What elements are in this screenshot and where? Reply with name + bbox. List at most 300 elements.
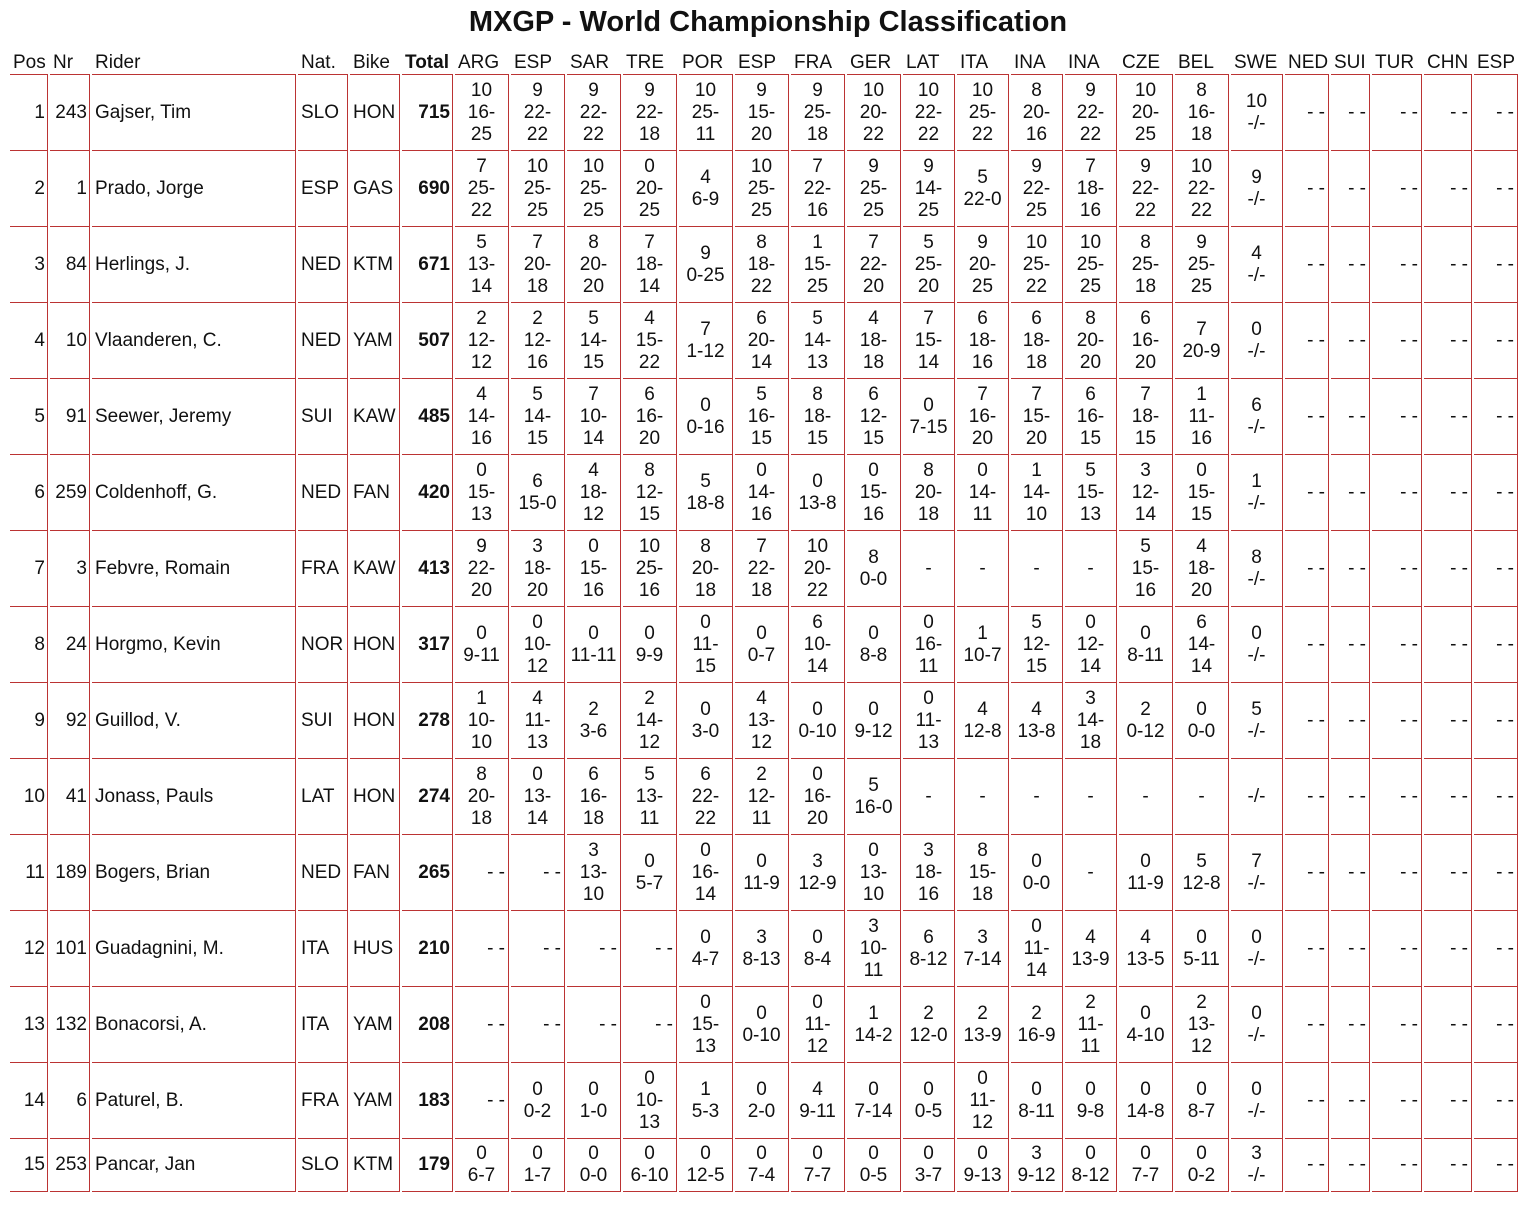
result-cell (1011, 379, 1063, 455)
result-value: 20- (691, 557, 720, 579)
nationality-cell: NED (298, 303, 348, 379)
result-cell (847, 1139, 901, 1192)
position-cell: 4 (10, 303, 48, 379)
result-value: 7 (700, 318, 711, 340)
result-value: 22-0 (963, 188, 1002, 210)
result-cell (567, 607, 621, 683)
result-cell (957, 683, 1009, 759)
result-cell (791, 227, 845, 303)
result-cell (1175, 683, 1229, 759)
number-cell: 41 (50, 759, 90, 835)
result-cell (903, 455, 955, 531)
result-value: 4 (1031, 698, 1042, 720)
result-cell (791, 683, 845, 759)
result-value: 0 (868, 839, 879, 861)
result-value: 14 (806, 655, 829, 677)
result-cell (455, 227, 509, 303)
result-cell (623, 683, 677, 759)
result-value: 5 (977, 166, 988, 188)
result-value: 11 (972, 503, 993, 525)
result-value: 18 (750, 579, 773, 601)
result-cell (957, 759, 1009, 835)
result-value: 22 (694, 807, 717, 829)
result-cell (847, 683, 901, 759)
result-value: 10 (862, 883, 885, 905)
number-cell: 92 (50, 683, 90, 759)
result-cell (847, 75, 901, 151)
result-value: 14-8 (1126, 1100, 1165, 1122)
result-value: 10- (635, 1089, 664, 1111)
result-cell (1065, 379, 1117, 455)
result-cell (1424, 379, 1472, 455)
result-value: 2 (588, 698, 599, 720)
result-value: 6 (1031, 307, 1042, 329)
result-value: 13-5 (1126, 948, 1165, 970)
position-cell: 14 (10, 1063, 48, 1139)
total-cell: 420 (402, 455, 453, 531)
result-value: 0 (812, 763, 823, 785)
result-cell (1474, 759, 1518, 835)
result-value: 0 (700, 611, 711, 633)
result-value: -/- (1247, 188, 1266, 210)
result-cell (455, 151, 509, 227)
result-cell (623, 1139, 677, 1192)
bike-cell: HON (350, 607, 400, 683)
total-cell: 690 (402, 151, 453, 227)
result-value: 15- (1022, 405, 1051, 427)
result-value: 20- (914, 481, 943, 503)
result-cell (735, 683, 789, 759)
result-value: 7 (1196, 318, 1207, 340)
result-cell (903, 151, 955, 227)
result-cell (1065, 683, 1117, 759)
result-value: 14 (1190, 655, 1213, 677)
result-value: - - (1348, 481, 1366, 503)
result-value: 20- (1131, 101, 1160, 123)
result-value: 22 (1079, 123, 1102, 145)
result-value: 18- (1187, 557, 1216, 579)
result-value: 7-14 (963, 948, 1002, 970)
result-cell (623, 987, 677, 1063)
result-value: - - (543, 937, 561, 959)
result-cell (903, 1139, 955, 1192)
result-value: 8-12 (909, 948, 948, 970)
result-value: 15 (694, 655, 717, 677)
result-value: 0 (756, 1143, 767, 1164)
result-value: 1 (977, 622, 988, 644)
result-cell (1285, 1139, 1329, 1192)
result-value: 1 (700, 1078, 711, 1100)
result-cell (567, 151, 621, 227)
result-value: 0-0 (579, 1165, 608, 1186)
result-value: 7 (644, 231, 655, 253)
result-value: 20 (1134, 351, 1157, 373)
result-cell (847, 1063, 901, 1139)
result-cell (791, 531, 845, 607)
result-value: - - (1307, 481, 1325, 503)
result-value: 2 (756, 763, 767, 785)
result-cell (1331, 911, 1370, 987)
column-header: CZE (1119, 44, 1173, 75)
result-value: - - (1307, 633, 1325, 655)
result-value: - - (1450, 101, 1468, 123)
result-value: 0 (1140, 622, 1151, 644)
result-value: 18 (971, 883, 994, 905)
nationality-cell: ESP (298, 151, 348, 227)
result-value: 10- (467, 709, 496, 731)
result-cell (735, 1139, 789, 1192)
total-cell: 671 (402, 227, 453, 303)
number-cell: 243 (50, 75, 90, 151)
result-cell (1424, 683, 1472, 759)
result-value: 14- (467, 405, 496, 427)
result-value: 20- (803, 557, 832, 579)
result-value: 9 (1251, 166, 1262, 188)
result-cell (1119, 759, 1173, 835)
result-cell (567, 379, 621, 455)
result-value: 9 (1031, 155, 1042, 177)
result-value: 12- (1022, 633, 1051, 655)
result-cell (455, 987, 509, 1063)
bike-cell: HON (350, 683, 400, 759)
result-value: 0 (1196, 926, 1207, 948)
result-value: - - (1307, 253, 1325, 275)
result-value: - - (1400, 557, 1418, 579)
result-value: 2 (1031, 1002, 1042, 1024)
result-cell (791, 455, 845, 531)
result-cell (957, 987, 1009, 1063)
result-cell (1424, 1139, 1472, 1192)
total-cell: 317 (402, 607, 453, 683)
nationality-cell: SUI (298, 379, 348, 455)
bike-cell: YAM (350, 1063, 400, 1139)
result-value: 0 (1085, 611, 1096, 633)
result-cell (455, 379, 509, 455)
result-value: 7 (812, 155, 823, 177)
result-value: 10 (862, 79, 885, 101)
result-cell (847, 227, 901, 303)
result-value: 15 (806, 427, 829, 449)
result-value: 18- (747, 253, 776, 275)
result-value: 12- (523, 329, 552, 351)
result-value: - - (1307, 785, 1325, 807)
result-value: 3 (1251, 1143, 1262, 1164)
result-cell (1474, 227, 1518, 303)
result-value: 22- (1187, 177, 1216, 199)
result-value: 8 (644, 459, 655, 481)
result-value: 22- (467, 557, 496, 579)
result-cell (1372, 455, 1422, 531)
nationality-cell: ITA (298, 987, 348, 1063)
result-value: 14- (914, 177, 943, 199)
result-value: 15- (1076, 481, 1105, 503)
result-value: -/- (1247, 264, 1266, 286)
result-value: 15- (1131, 557, 1160, 579)
result-value: 16-0 (854, 796, 893, 818)
result-value: 4 (868, 307, 879, 329)
result-value: 15- (467, 481, 496, 503)
result-value: 22- (1131, 177, 1160, 199)
result-value: 11 (751, 807, 772, 829)
column-header: FRA (791, 44, 845, 75)
result-value: 25- (1187, 253, 1216, 275)
result-value: 15- (635, 329, 664, 351)
nationality-cell: SLO (298, 75, 348, 151)
bike-cell: KAW (350, 379, 400, 455)
result-cell (1331, 151, 1370, 227)
result-value: 22 (470, 199, 493, 221)
result-value: 14- (968, 481, 997, 503)
result-cell (1474, 303, 1518, 379)
number-cell: 189 (50, 835, 90, 911)
result-cell (1372, 303, 1422, 379)
result-value: 15 (1025, 655, 1048, 677)
result-cell (1065, 835, 1117, 911)
result-cell (847, 531, 901, 607)
result-value: - (979, 557, 986, 579)
result-cell (567, 835, 621, 911)
result-value: 20 (862, 275, 885, 297)
result-cell (455, 531, 509, 607)
result-value: 15- (579, 557, 608, 579)
result-value: 8 (1140, 231, 1151, 253)
result-value: 10 (917, 79, 940, 101)
result-value: 12 (582, 503, 605, 525)
result-value: 18 (694, 579, 717, 601)
result-cell (791, 151, 845, 227)
rider-cell: Pancar, Jan (92, 1139, 296, 1192)
table-row (10, 683, 1518, 759)
result-value: 12-8 (1182, 872, 1221, 894)
result-value: 15 (750, 427, 773, 449)
result-value: - - (1307, 861, 1325, 883)
result-value: 10 (694, 79, 717, 101)
result-value: 16 (862, 503, 885, 525)
result-value: 25 (862, 199, 885, 221)
result-cell (1474, 911, 1518, 987)
result-value: 8 (923, 459, 934, 481)
result-value: 0 (1251, 622, 1262, 644)
result-cell (847, 759, 901, 835)
result-cell (1372, 75, 1422, 151)
result-value: 5 (923, 231, 934, 253)
result-value: 7 (588, 383, 599, 405)
result-cell (1011, 683, 1063, 759)
column-header: Total (402, 44, 453, 75)
result-value: 22- (523, 101, 552, 123)
result-cell (1119, 303, 1173, 379)
result-value: - - (1400, 1089, 1418, 1111)
result-value: 25- (1022, 253, 1051, 275)
result-value: 14- (1076, 709, 1105, 731)
result-cell (1285, 151, 1329, 227)
result-value: 25 (582, 199, 605, 221)
result-value: 8-7 (1187, 1100, 1216, 1122)
result-value: 4 (700, 166, 711, 188)
result-cell (511, 835, 565, 911)
result-value: - - (1496, 937, 1514, 959)
result-cell (735, 227, 789, 303)
result-value: 15-0 (518, 492, 557, 514)
result-value: 7-15 (909, 416, 948, 438)
result-value: 5 (1085, 459, 1096, 481)
result-value: - - (1348, 1089, 1366, 1111)
result-cell (1331, 1139, 1370, 1192)
result-value: 18 (526, 275, 549, 297)
result-value: 3 (756, 926, 767, 948)
table-row (10, 227, 1518, 303)
table-row (10, 531, 1518, 607)
result-value: 25- (914, 253, 943, 275)
result-cell (1331, 379, 1370, 455)
result-cell (791, 835, 845, 911)
result-cell (1372, 683, 1422, 759)
result-value: 0 (588, 1078, 599, 1100)
result-value: 4 (812, 1078, 823, 1100)
result-cell (1119, 683, 1173, 759)
result-cell (1065, 987, 1117, 1063)
result-cell (1011, 607, 1063, 683)
result-value: 0 (1140, 1078, 1151, 1100)
result-value: 3 (868, 915, 879, 937)
result-cell (1065, 531, 1117, 607)
result-value: 20 (806, 807, 829, 829)
result-value: 13- (635, 785, 664, 807)
result-cell (791, 987, 845, 1063)
total-cell: 485 (402, 379, 453, 455)
result-value: 12 (1190, 1035, 1213, 1057)
result-value: 15 (862, 427, 885, 449)
column-header: BEL (1175, 44, 1229, 75)
result-cell (1285, 835, 1329, 911)
result-cell (1119, 151, 1173, 227)
result-value: 0 (476, 1143, 487, 1164)
result-value: 6 (977, 307, 988, 329)
result-value: 6 (588, 763, 599, 785)
position-cell: 3 (10, 227, 48, 303)
result-value: - - (1450, 557, 1468, 579)
result-cell (1285, 75, 1329, 151)
result-value: - - (1400, 405, 1418, 427)
result-cell (735, 75, 789, 151)
result-cell (1285, 987, 1329, 1063)
result-cell (511, 683, 565, 759)
result-cell (679, 987, 733, 1063)
result-value: 5 (700, 470, 711, 492)
result-value: 25- (691, 101, 720, 123)
result-value: - - (1307, 557, 1325, 579)
result-value: 22- (803, 177, 832, 199)
result-value: 13-8 (798, 492, 837, 514)
result-value: 0 (923, 611, 934, 633)
result-cell (847, 607, 901, 683)
result-value: 14 (638, 275, 661, 297)
result-value: - - (1496, 253, 1514, 275)
result-value: - - (1450, 329, 1468, 351)
result-value: 13- (859, 861, 888, 883)
result-value: - - (1496, 405, 1514, 427)
result-value: 9 (644, 79, 655, 101)
result-value: 22- (579, 101, 608, 123)
result-value: 10- (859, 937, 888, 959)
result-cell (903, 683, 955, 759)
result-value: 20- (523, 253, 552, 275)
result-cell (1175, 911, 1229, 987)
result-value: -/- (1247, 112, 1266, 134)
result-value: - (1087, 785, 1094, 807)
result-cell (957, 455, 1009, 531)
result-value: 0 (868, 459, 879, 481)
table-row (10, 303, 1518, 379)
total-cell: 183 (402, 1063, 453, 1139)
result-value: 7 (532, 231, 543, 253)
bike-cell: HON (350, 75, 400, 151)
result-cell (623, 835, 677, 911)
result-value: - - (1400, 253, 1418, 275)
result-value: 3 (923, 839, 934, 861)
result-cell (679, 379, 733, 455)
result-value: 9 (476, 535, 487, 557)
result-cell (1231, 303, 1283, 379)
result-value: 5 (868, 774, 879, 796)
result-cell (1011, 987, 1063, 1063)
result-cell (1424, 303, 1472, 379)
result-value: 10 (1134, 79, 1157, 101)
total-cell: 265 (402, 835, 453, 911)
result-cell (1474, 607, 1518, 683)
total-cell: 210 (402, 911, 453, 987)
result-value: 20 (582, 275, 605, 297)
result-value: 14-2 (854, 1024, 893, 1046)
result-value: 6-10 (630, 1165, 669, 1186)
column-header: CHN (1424, 44, 1472, 75)
result-cell (1424, 607, 1472, 683)
result-value: - (925, 785, 932, 807)
result-cell (511, 1063, 565, 1139)
result-value: 0-5 (859, 1165, 888, 1186)
result-value: 25- (635, 557, 664, 579)
result-cell (1119, 835, 1173, 911)
result-cell (1175, 455, 1229, 531)
result-cell (957, 531, 1009, 607)
total-cell: 208 (402, 987, 453, 1063)
result-cell (679, 1063, 733, 1139)
result-cell (1474, 379, 1518, 455)
result-value: - - (1400, 861, 1418, 883)
result-value: - - (1496, 633, 1514, 655)
result-value: 11- (524, 709, 551, 731)
result-value: 0 (532, 1143, 543, 1164)
column-header: Pos (10, 44, 48, 75)
result-value: - - (1496, 101, 1514, 123)
result-value: 10 (526, 155, 549, 177)
result-value: 0 (588, 622, 599, 644)
result-value: 11-9 (1127, 872, 1164, 894)
result-value: 6 (700, 763, 711, 785)
number-cell: 91 (50, 379, 90, 455)
result-cell (735, 531, 789, 607)
result-value: - - (1450, 937, 1468, 959)
result-cell (903, 759, 955, 835)
result-value: 16 (917, 883, 940, 905)
result-value: 6 (1251, 394, 1262, 416)
nationality-cell: NED (298, 455, 348, 531)
total-cell: 274 (402, 759, 453, 835)
result-value: 15 (1190, 503, 1213, 525)
result-value: 8 (476, 763, 487, 785)
result-cell (1119, 455, 1173, 531)
result-value: 3 (812, 850, 823, 872)
